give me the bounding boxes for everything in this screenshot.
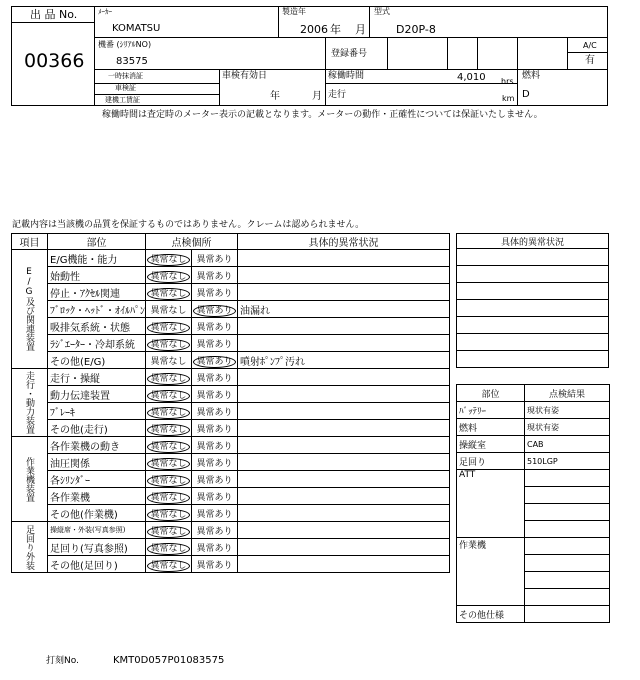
abnormality-detail	[238, 556, 450, 573]
no-abnormality-label: 異常なし	[147, 458, 189, 470]
table-row	[12, 267, 450, 284]
right-detail-cell	[457, 300, 609, 317]
model-value: D20P-8	[396, 23, 436, 36]
abnormality-cell	[192, 488, 238, 505]
abnormality-label: 異常あり	[196, 373, 233, 384]
fuel-label: 燃料	[522, 71, 541, 81]
abnormality-cell	[192, 369, 238, 386]
abnormality-detail: 油漏れ	[238, 301, 450, 318]
abnormality-detail	[238, 471, 450, 488]
abnormality-detail	[238, 420, 450, 437]
abnormality-detail	[238, 250, 450, 267]
abnormality-label: 異常あり	[196, 526, 233, 537]
table-row	[12, 318, 450, 335]
abnormality-detail	[238, 454, 450, 471]
no-abnormality-label: 異常なし	[147, 288, 189, 300]
part-name: 各ｼﾘﾝﾀﾞｰ	[48, 471, 146, 488]
inspection-month-unit: 月	[312, 91, 322, 102]
table-row	[12, 386, 450, 403]
no-abnormality-cell	[146, 352, 192, 369]
battery-label: ﾊﾞｯﾃﾘｰ	[457, 402, 525, 419]
fuel-result-label: 燃料	[457, 419, 525, 436]
part-name: E/G機能・能力	[48, 250, 146, 267]
abnormality-label: 異常あり	[193, 305, 235, 317]
part-name: 動力伝達装置	[48, 386, 146, 403]
no-abnormality-label: 異常なし	[150, 305, 187, 316]
part-name: その他(作業機)	[48, 505, 146, 522]
model-label: 型式	[374, 7, 390, 16]
att-cell	[525, 504, 610, 521]
no-abnormality-label: 異常なし	[150, 356, 187, 367]
abnormality-detail: 噴射ﾎﾟﾝﾌﾟ汚れ	[238, 352, 450, 369]
work-cell	[525, 589, 610, 606]
part-name: その他(E/G)	[48, 352, 146, 369]
abnormality-label: 異常あり	[196, 560, 233, 571]
abnormality-label: 異常あり	[196, 458, 233, 469]
abnormality-cell	[192, 454, 238, 471]
maker-label: ﾒｰｶｰ	[98, 8, 112, 16]
abnormality-label: 異常あり	[196, 441, 233, 452]
abnormality-label: 異常あり	[196, 492, 233, 503]
abnormality-detail	[238, 386, 450, 403]
no-abnormality-label: 異常なし	[147, 390, 189, 402]
abnormality-detail	[238, 284, 450, 301]
no-abnormality-label: 異常なし	[147, 475, 189, 487]
right-detail-cell	[457, 266, 609, 283]
work-cell	[525, 572, 610, 589]
workshop-cert-label: 建機工賃証	[105, 96, 140, 104]
table-row	[12, 420, 450, 437]
hours-disclaimer: 稼働時間は査定時のメーター表示の記載となります。メーターの動作・正確性については保証いたしません。	[102, 110, 543, 120]
header-block	[11, 6, 608, 106]
right-result-table	[456, 384, 610, 623]
no-abnormality-cell	[146, 437, 192, 454]
att-cell	[525, 521, 610, 538]
abnormality-label: 異常あり	[196, 543, 233, 554]
ac-value: 有	[585, 55, 595, 66]
table-row	[12, 284, 450, 301]
table-row	[12, 539, 450, 556]
part-name: 操縦席・外装(写真参照)	[48, 522, 146, 539]
cab-label: 操縦室	[457, 436, 525, 453]
group-label: 作業機装置	[12, 437, 48, 522]
abnormality-detail	[238, 403, 450, 420]
no-abnormality-cell	[146, 556, 192, 573]
serial-label: 機番 (ｼﾘｱﾙNO)	[98, 40, 152, 49]
abnormality-label: 異常あり	[196, 322, 233, 333]
no-abnormality-cell	[146, 386, 192, 403]
no-abnormality-label: 異常なし	[147, 407, 189, 419]
lot-label: 出 品 No.	[30, 8, 78, 21]
no-abnormality-label: 異常なし	[147, 560, 189, 572]
att-label: ATT	[457, 470, 525, 538]
abnormality-detail	[238, 522, 450, 539]
right-detail-header: 具体的異常状況	[457, 234, 609, 249]
abnormality-cell	[192, 556, 238, 573]
hours-unit: hrs	[501, 77, 514, 86]
part-name: 各作業機の動き	[48, 437, 146, 454]
table-row	[12, 505, 450, 522]
no-abnormality-label: 異常なし	[147, 271, 189, 283]
group-label: 走行・動力装置	[12, 369, 48, 437]
temp-license-label: 一時抹消証	[108, 72, 143, 80]
part-name: 吸排気系統・状態	[48, 318, 146, 335]
month-unit: 月	[355, 23, 366, 36]
part-name: 始動性	[48, 267, 146, 284]
abnormality-detail	[238, 335, 450, 352]
abnormality-cell	[192, 301, 238, 318]
no-abnormality-cell	[146, 420, 192, 437]
right-detail-cell	[457, 283, 609, 300]
stamp-number: KMT0D057P01083575	[113, 655, 225, 666]
hours-value: 4,010	[457, 72, 486, 83]
table-row	[12, 488, 450, 505]
table-row	[12, 522, 450, 539]
abnormality-label: 異常あり	[196, 288, 233, 299]
work-cell	[525, 555, 610, 572]
stamp-label: 打刻No.	[46, 656, 79, 666]
quality-note: 記載内容は当該機の品質を保証するものではありません。クレームは認められません。	[12, 220, 365, 230]
no-abnormality-label: 異常なし	[147, 424, 189, 436]
header-item: 項目	[12, 234, 48, 250]
abnormality-cell	[192, 250, 238, 267]
abnormality-cell	[192, 318, 238, 335]
abnormality-cell	[192, 437, 238, 454]
abnormality-detail	[238, 505, 450, 522]
undercarriage-value: 510LGP	[525, 453, 610, 470]
year-label: 製造年	[282, 7, 306, 16]
abnormality-detail	[238, 488, 450, 505]
abnormality-label: 異常あり	[196, 271, 233, 282]
header-check: 点検個所	[146, 234, 238, 250]
abnormality-cell	[192, 335, 238, 352]
ac-label: A/C	[583, 41, 597, 50]
inspection-year-unit: 年	[270, 91, 280, 102]
table-row	[12, 352, 450, 369]
serial-value: 83575	[116, 56, 148, 67]
part-name: 各作業機	[48, 488, 146, 505]
header-detail: 具体的異常状況	[238, 234, 450, 250]
abnormality-label: 異常あり	[196, 254, 233, 265]
abnormality-cell	[192, 539, 238, 556]
part-name: 足回り(写真参照)	[48, 539, 146, 556]
group-label: E/G及び関連装置	[12, 250, 48, 369]
table-row	[12, 335, 450, 352]
result-header-part: 部位	[457, 385, 525, 402]
abnormality-cell	[192, 471, 238, 488]
table-row	[12, 250, 450, 267]
right-detail-cell	[457, 334, 609, 351]
work-equipment-label: 作業機	[457, 538, 525, 606]
abnormality-label: 異常あり	[193, 356, 235, 368]
cab-value: CAB	[525, 436, 610, 453]
no-abnormality-label: 異常なし	[147, 509, 189, 521]
abnormality-cell	[192, 505, 238, 522]
no-abnormality-label: 異常なし	[147, 492, 189, 504]
no-abnormality-label: 異常なし	[147, 543, 189, 555]
distance-label: 走行	[328, 90, 347, 100]
part-name: その他(足回り)	[48, 556, 146, 573]
no-abnormality-cell	[146, 301, 192, 318]
no-abnormality-cell	[146, 267, 192, 284]
year-value: 2006	[300, 23, 328, 36]
part-name: 停止・ｱｸｾﾙ関連	[48, 284, 146, 301]
result-header-result: 点検結果	[525, 385, 610, 402]
work-cell	[525, 538, 610, 555]
part-name: ﾌﾞﾛｯｸ・ﾍｯﾄﾞ・ｵｲﾙﾊﾟﾝ	[48, 301, 146, 318]
no-abnormality-cell	[146, 335, 192, 352]
abnormality-detail	[238, 267, 450, 284]
abnormality-cell	[192, 267, 238, 284]
no-abnormality-label: 異常なし	[147, 339, 189, 351]
inspection-label: 車検有効日	[222, 71, 268, 81]
reg-label: 登録番号	[331, 49, 368, 59]
maker-value: KOMATSU	[112, 23, 161, 34]
table-row	[12, 403, 450, 420]
part-name: ﾗｼﾞｴｰﾀｰ・冷却系統	[48, 335, 146, 352]
no-abnormality-cell	[146, 284, 192, 301]
abnormality-label: 異常あり	[196, 339, 233, 350]
battery-value: 現状有姿	[525, 402, 610, 419]
no-abnormality-label: 異常なし	[147, 373, 189, 385]
no-abnormality-cell	[146, 505, 192, 522]
part-name: 油圧関係	[48, 454, 146, 471]
no-abnormality-label: 異常なし	[147, 254, 189, 266]
abnormality-label: 異常あり	[196, 407, 233, 418]
table-row	[12, 301, 450, 318]
no-abnormality-cell	[146, 318, 192, 335]
inspection-table	[11, 233, 450, 573]
no-abnormality-cell	[146, 488, 192, 505]
table-row	[12, 437, 450, 454]
other-spec-value	[525, 606, 610, 623]
right-detail-table	[456, 233, 609, 368]
abnormality-cell	[192, 352, 238, 369]
no-abnormality-cell	[146, 250, 192, 267]
no-abnormality-label: 異常なし	[147, 441, 189, 453]
fuel-result-value: 現状有姿	[525, 419, 610, 436]
no-abnormality-cell	[146, 403, 192, 420]
abnormality-cell	[192, 386, 238, 403]
abnormality-label: 異常あり	[196, 390, 233, 401]
table-row	[12, 556, 450, 573]
distance-unit: km	[502, 94, 515, 103]
abnormality-label: 異常あり	[196, 509, 233, 520]
year-unit: 年	[330, 23, 341, 36]
abnormality-cell	[192, 284, 238, 301]
abnormality-cell	[192, 403, 238, 420]
abnormality-label: 異常あり	[196, 424, 233, 435]
fuel-value: D	[522, 89, 530, 100]
part-name: その他(走行)	[48, 420, 146, 437]
abnormality-detail	[238, 539, 450, 556]
header-part: 部位	[48, 234, 146, 250]
no-abnormality-cell	[146, 369, 192, 386]
part-name: 走行・操縦	[48, 369, 146, 386]
vehicle-cert-label: 車検証	[115, 84, 136, 92]
att-cell	[525, 487, 610, 504]
no-abnormality-cell	[146, 471, 192, 488]
right-detail-cell	[457, 351, 609, 368]
right-detail-cell	[457, 249, 609, 266]
no-abnormality-label: 異常なし	[147, 526, 189, 538]
no-abnormality-label: 異常なし	[147, 322, 189, 334]
att-cell	[525, 470, 610, 487]
right-detail-cell	[457, 317, 609, 334]
no-abnormality-cell	[146, 539, 192, 556]
abnormality-cell	[192, 522, 238, 539]
abnormality-cell	[192, 420, 238, 437]
no-abnormality-cell	[146, 522, 192, 539]
hours-label: 稼働時間	[328, 71, 365, 81]
abnormality-detail	[238, 318, 450, 335]
undercarriage-label: 足回り	[457, 453, 525, 470]
lot-number: 00366	[24, 50, 85, 72]
abnormality-label: 異常あり	[196, 475, 233, 486]
no-abnormality-cell	[146, 454, 192, 471]
group-label: 足回り外装	[12, 522, 48, 573]
other-spec-label: その他仕様	[457, 606, 525, 623]
part-name: ﾌﾞﾚｰｷ	[48, 403, 146, 420]
abnormality-detail	[238, 437, 450, 454]
table-row	[12, 369, 450, 386]
table-row	[12, 454, 450, 471]
abnormality-detail	[238, 369, 450, 386]
table-row	[12, 471, 450, 488]
